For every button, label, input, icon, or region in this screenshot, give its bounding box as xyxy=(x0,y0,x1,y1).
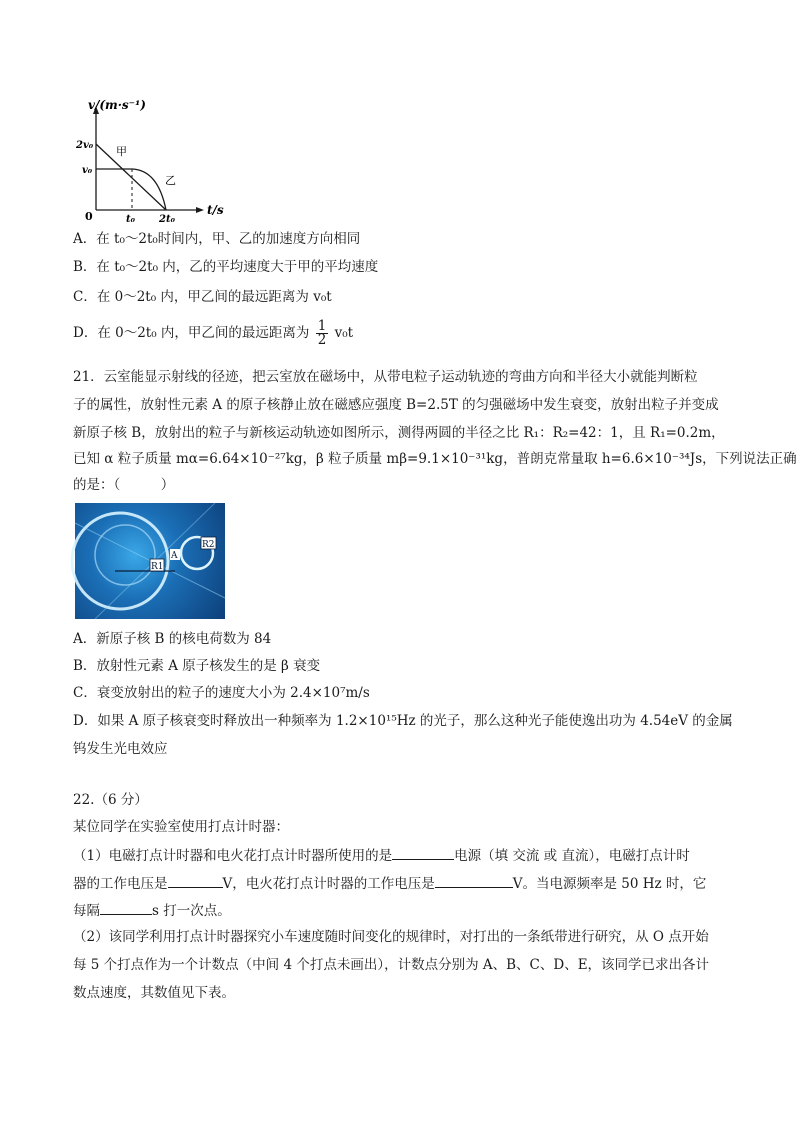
q21-stem-line-5: 的是：（ ） xyxy=(73,477,175,493)
q22-part1-text-f: 每隔 xyxy=(73,903,100,919)
q20-option-d-tail: v₀t xyxy=(334,325,354,341)
q22-part1-text-c: 器的工作电压是 xyxy=(73,876,168,892)
q21-option-d-line-2: 钨发生光电效应 xyxy=(73,741,168,757)
tick-2v0: 2v₀ xyxy=(76,140,94,151)
label-jia: 甲 xyxy=(116,145,127,158)
q21-stem-line-2: 子的属性，放射性元素 A 的原子核静止放在磁感应强度 B=2.5T 的匀强磁场中发生衰变，放射出粒子并变成 xyxy=(73,397,719,413)
q22-header: 22.（6 分） xyxy=(73,792,148,808)
answer-blank-power-type[interactable] xyxy=(392,845,454,860)
jia-line xyxy=(96,144,166,210)
x-axis-arrow xyxy=(196,207,204,213)
photo-label-r1: R1 xyxy=(151,562,164,572)
yi-curve xyxy=(132,169,166,210)
q22-part2-line-3: 数点速度，其数值见下表。 xyxy=(73,985,235,1001)
q21-option-a: A．新原子核 B 的核电荷数为 84 xyxy=(73,631,272,647)
q22-part1-text-a: （1）电磁打点计时器和电火花打点计时器所使用的是 xyxy=(73,848,393,864)
fraction-numerator: 1 xyxy=(317,318,327,334)
photo-label-a: A xyxy=(171,551,178,561)
q22-part1-line-1 xyxy=(73,845,690,865)
q22-part1-line-3 xyxy=(73,900,231,920)
q22-part1-line-2 xyxy=(73,873,706,893)
velocity-time-graph xyxy=(70,98,230,225)
tick-2t0: 2t₀ xyxy=(159,214,175,225)
q21-stem-line-3: 新原子核 B，放射出的粒子与新核运动轨迹如图所示，测得两圆的半径之比 R₁：R₂=42：1，且 R₁=0.2m， xyxy=(73,425,725,441)
q20-option-c: C．在 0～2t₀ 内，甲乙间的最远距离为 v₀t xyxy=(73,289,332,305)
q20-option-d xyxy=(73,320,353,347)
q22-part2-line-2: 每 5 个打点作为一个计数点（中间 4 个打点未画出），计数点分别为 A、B、C、D、E，该同学已求出各计 xyxy=(73,957,710,973)
q22-part1-text-d: V，电火花打点计时器的工作电压是 xyxy=(222,876,435,892)
q21-stem-line-4: 已知 α 粒子质量 mα=6.64×10⁻²⁷kg，β 粒子质量 mβ=9.1×10⁻³¹kg，普朗克常量取 h=6.6×10⁻³⁴Js，下列说法正确 xyxy=(73,451,797,467)
answer-blank-em-voltage[interactable] xyxy=(168,873,223,888)
q22-part1-text-g: s 打一次点。 xyxy=(152,903,231,919)
answer-blank-spark-voltage[interactable] xyxy=(435,873,513,888)
q20-option-a: A．在 t₀～2t₀时间内，甲、乙的加速度方向相同 xyxy=(73,231,361,247)
y-axis-label: v/(m·s⁻¹) xyxy=(88,98,146,112)
q20-option-d-text: D．在 0～2t₀ 内，甲乙间的最远距离为 xyxy=(73,325,310,341)
cloud-chamber-tracks xyxy=(75,503,225,619)
q22-part2-line-1: （2）该同学利用打点计时器探究小车速度随时间变化的规律时，对打出的一条纸带进行研究，从 O 点开始 xyxy=(73,929,709,945)
tick-t0: t₀ xyxy=(126,214,135,225)
answer-blank-interval[interactable] xyxy=(100,900,152,915)
cloud-chamber-photo xyxy=(75,503,225,619)
photo-label-r2: R2 xyxy=(202,540,215,550)
q22-part1-text-e: V。当电源频率是 50 Hz 时，它 xyxy=(512,876,707,892)
q21-option-d-line-1: D．如果 A 原子核衰变时释放出一种频率为 1.2×10¹⁵Hz 的光子，那么这种光子能使逸出功为 4.54eV 的金属 xyxy=(73,713,733,729)
x-axis-label: t/s xyxy=(207,203,224,217)
q21-option-c: C．衰变放射出的粒子的速度大小为 2.4×10⁷m/s xyxy=(73,685,370,701)
q22-intro: 某位同学在实验室使用打点计时器： xyxy=(73,819,289,835)
tick-v0: v₀ xyxy=(82,165,93,176)
q21-stem-line-1: 21．云室能显示射线的径迹，把云室放在磁场中，从带电粒子运动轨迹的弯曲方向和半径大小就能判断粒 xyxy=(73,369,698,385)
q22-part1-text-b: 电源（填 交流 或 直流），电磁打点计时 xyxy=(454,848,690,864)
fraction-half xyxy=(316,320,329,347)
label-yi: 乙 xyxy=(165,174,176,187)
q20-option-b: B．在 t₀～2t₀ 内，乙的平均速度大于甲的平均速度 xyxy=(73,259,379,275)
origin-label: 0 xyxy=(85,210,93,223)
fraction-denominator: 2 xyxy=(317,332,327,348)
q21-option-b: B．放射性元素 A 原子核发生的是 β 衰变 xyxy=(73,658,321,674)
